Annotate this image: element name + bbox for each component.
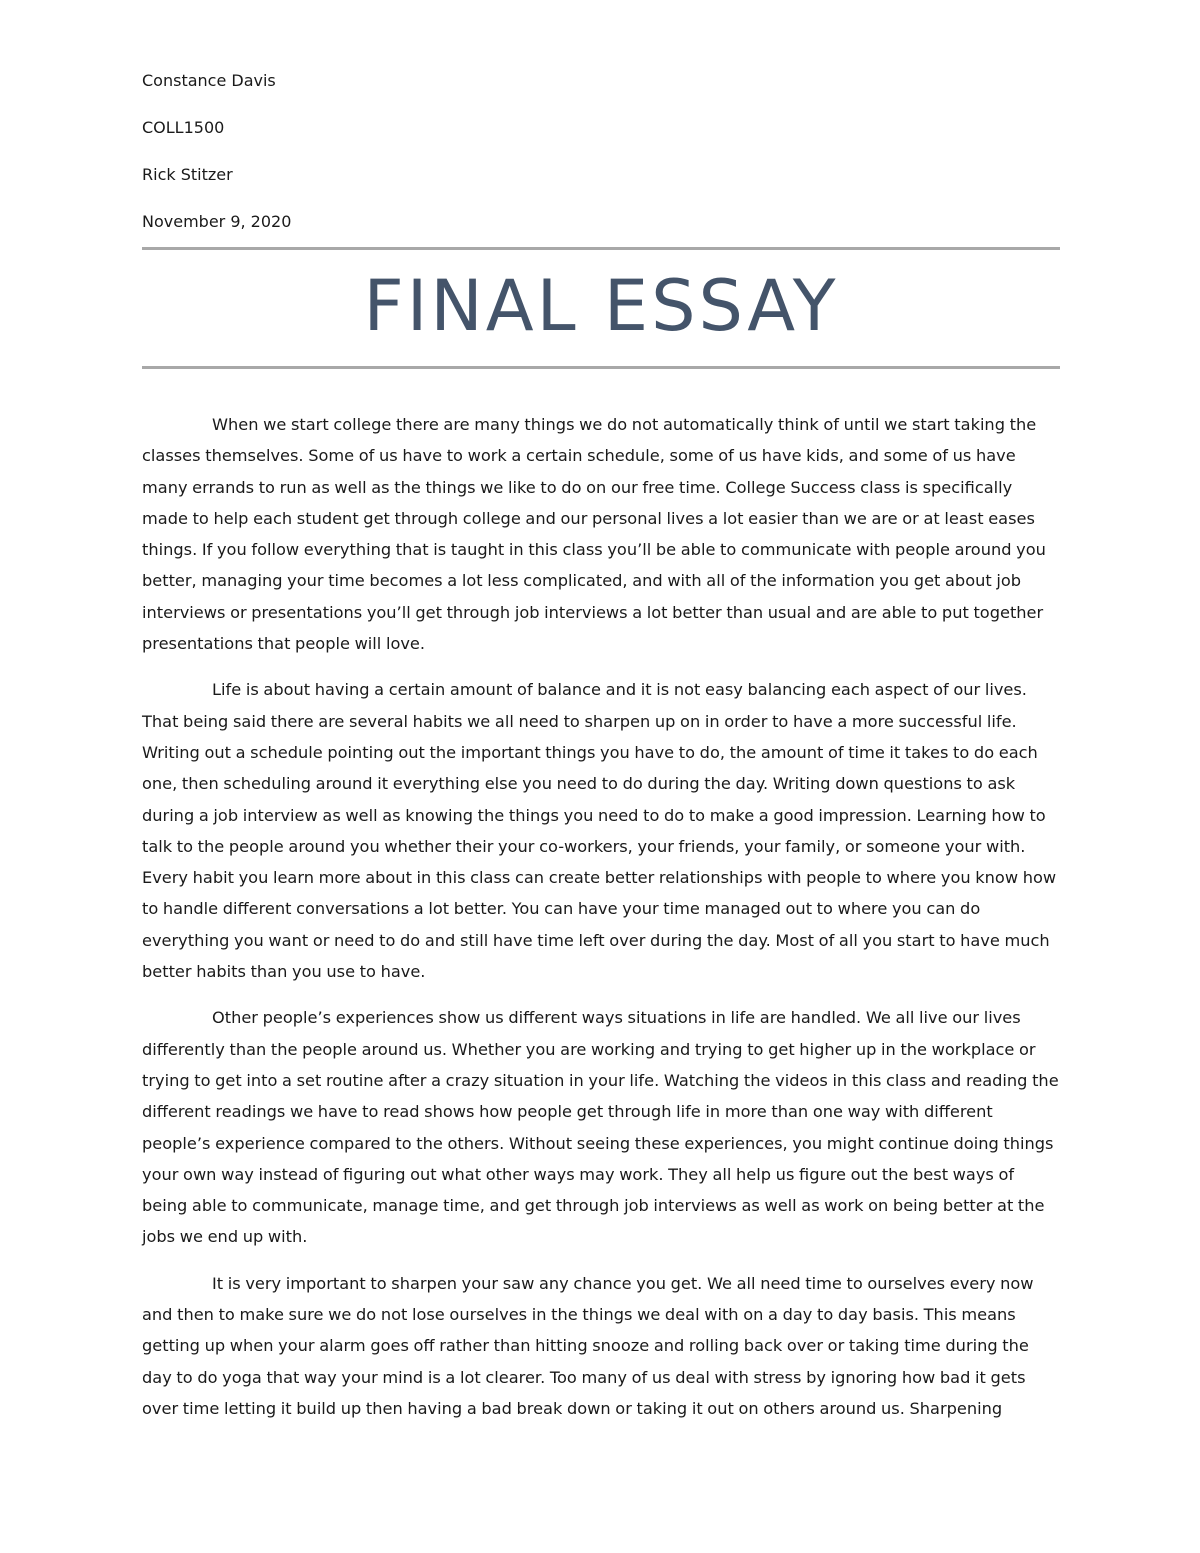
course-code: COLL1500 [142, 118, 225, 137]
paragraph-3: Other people’s experiences show us different ways situations in life are handled. We all live our lives differently than the people around us. Whether you are working and trying to get higher up in the workplace or trying to get into a set routine after a crazy situation in your life. Watching the videos in this class and reading the different readings we have to read shows how people get through life in more than one way with different people’s experience compared to the others. Without seeing these experiences, you might continue doing things your own way instead of figuring out what other ways may work. They all help us figure out the best ways of being able to communicate, manage time, and get through job interviews as well as work on being better at the jobs we end up with. [142, 1008, 1059, 1247]
author-name: Constance Davis [142, 71, 276, 90]
essay-title: FINAL ESSAY [363, 265, 839, 347]
paragraph-4: It is very important to sharpen your saw any chance you get. We all need time to ourselves every now and then to make sure we do not lose ourselves in the things we deal with on a day to day basis. This means getting up when your alarm goes off rather than hitting snooze and rolling back over or taking time during the day to do yoga that way your mind is a lot clearer. Too many of us deal with stress by ignoring how bad it gets over time letting it build up then having a bad break down or taking it out on others around us. Sharpening [142, 1273, 1034, 1418]
essay-date: November 9, 2020 [142, 212, 292, 231]
paragraph-2: Life is about having a certain amount of balance and it is not easy balancing each aspect of our lives. That being said there are several habits we all need to sharpen up on in order to have a more successful life. Writing out a schedule pointing out the important things you have to do, the amount of time it takes to do each one, then scheduling around it everything else you need to do during the day. Writing down questions to ask during a job interview as well as knowing the things you need to do to make a good impression. Learning how to talk to the people around you whether their your co-workers, your friends, your family, or someone your with. Every habit you learn more about in this class can create better relationships with people to where you know how to handle different conversations a lot better. You can have your time managed out to where you can do everything you want or need to do and still have time left over during the day. Most of all you start to have much better habits than you use to have. [142, 680, 1057, 982]
paragraph-1: When we start college there are many things we do not automatically think of until we start taking the classes themselves. Some of us have to work a certain schedule, some of us have kids, and some of us have many errands to run as well as the things we like to do on our free time. College Success class is specifically made to help each student get through college and our personal lives a lot easier than we are or at least eases things. If you follow everything that is taught in this class you’ll be able to communicate with people around you better, managing your time becomes a lot less complicated, and with all of the information you get about job interviews or presentations you’ll get through job interviews a lot better than usual and are able to put together presentations that people will love. [142, 415, 1046, 654]
document-page [142, 70, 1060, 1439]
title-top-rule [142, 247, 1060, 250]
title-bottom-rule [142, 366, 1060, 369]
instructor-name: Rick Stitzer [142, 165, 233, 184]
essay-body [142, 409, 1060, 1424]
